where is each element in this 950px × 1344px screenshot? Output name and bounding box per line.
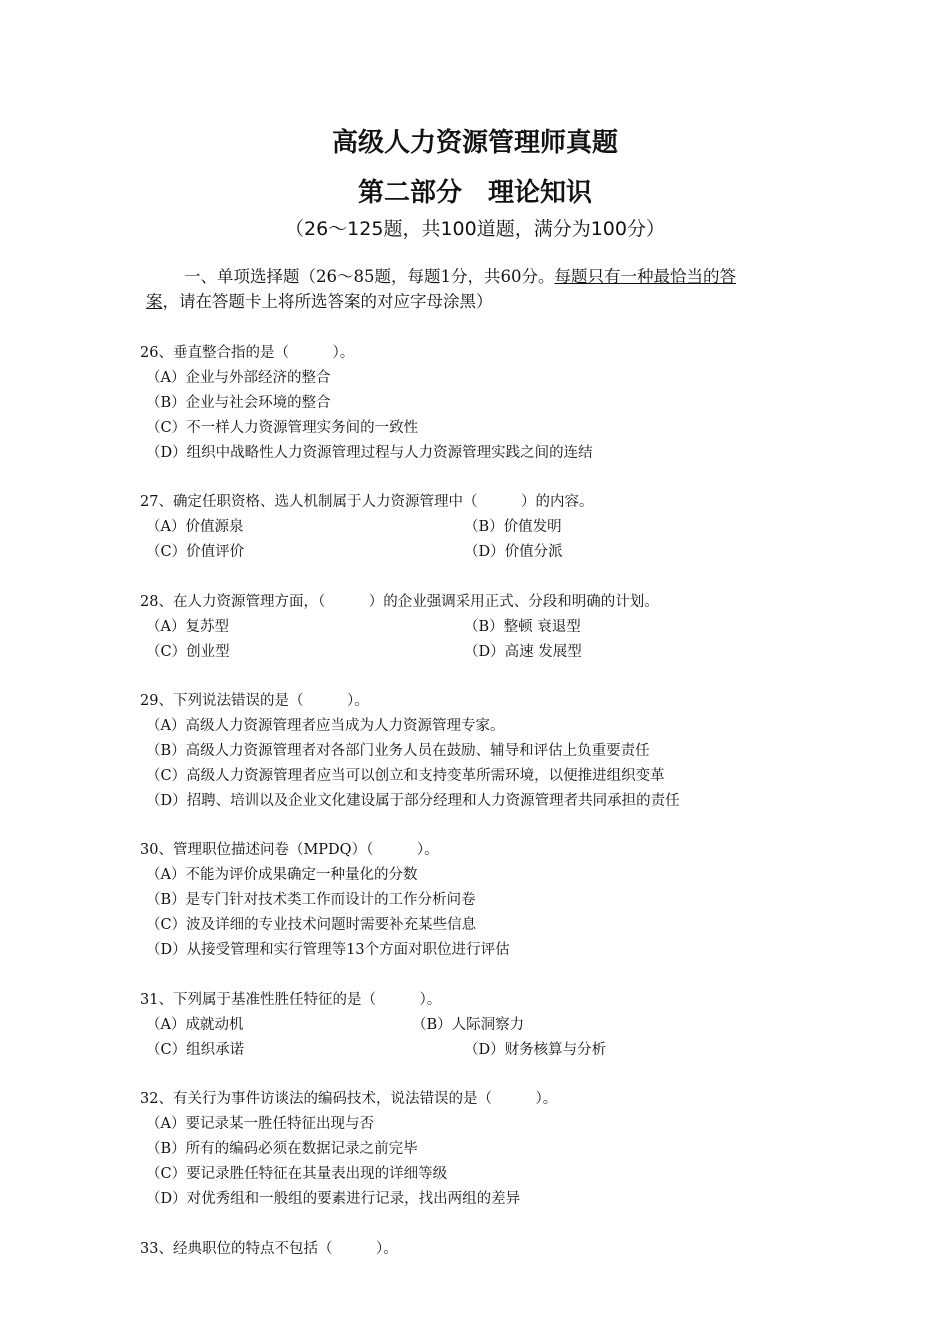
answer-option: （C）高级人力资源管理者应当可以创立和支持变革所需环境，以便推进组织变革 — [146, 768, 665, 784]
instructions-text: ，请在答题卡上将所选答案的对应字母涂黑） — [162, 292, 493, 311]
answer-option: （B）企业与社会环境的整合 — [146, 395, 331, 411]
answer-option: （D）高速 发展型 — [464, 644, 582, 660]
answer-option: （C）组织承诺 — [146, 1042, 245, 1058]
instructions-line-2 — [146, 289, 846, 314]
question-stem: 28、在人力资源管理方面，（ ）的企业强调采用正式、分段和明确的计划。 — [140, 594, 659, 610]
answer-option: （B）是专门针对技术类工作而设计的工作分析问卷 — [146, 892, 476, 908]
instructions-line-1 — [146, 264, 846, 289]
answer-option: （A）要记录某一胜任特征出现与否 — [146, 1116, 374, 1132]
answer-option: （B）所有的编码必须在数据记录之前完毕 — [146, 1141, 418, 1157]
answer-option: （C）要记录胜任特征在其量表出现的详细等级 — [146, 1166, 448, 1182]
answer-option: （A）高级人力资源管理者应当成为人力资源管理专家。 — [146, 718, 505, 734]
answer-option: （A）不能为评价成果确定一种量化的分数 — [146, 867, 418, 883]
instructions-underlined: 案 — [146, 292, 163, 311]
section-heading: 第二部分 理论知识 — [357, 178, 592, 208]
answer-option: （A）成就动机 — [146, 1017, 244, 1033]
answer-option: （C）创业型 — [146, 644, 230, 660]
question-stem: 31、下列属于基准性胜任特征的是（ ）。 — [140, 992, 442, 1008]
answer-option: （D）价值分派 — [464, 544, 563, 560]
question-stem: 33、经典职位的特点不包括（ ）。 — [140, 1241, 398, 1257]
question-stem: 32、有关行为事件访谈法的编码技术，说法错误的是（ ）。 — [140, 1091, 558, 1107]
document-title: 高级人力资源管理师真题 — [331, 128, 618, 158]
answer-option: （B）价值发明 — [464, 519, 562, 535]
answer-option: （B）高级人力资源管理者对各部门业务人员在鼓励、辅导和评估上负重要责任 — [146, 743, 650, 759]
answer-option: （B）人际洞察力 — [412, 1017, 525, 1033]
answer-option: （D）组织中战略性人力资源管理过程与人力资源管理实践之间的连结 — [146, 445, 593, 461]
answer-option: （D）招聘、培训以及企业文化建设属于部分经理和人力资源管理者共同承担的责任 — [146, 793, 680, 809]
answer-option: （C）波及详细的专业技术问题时需要补充某些信息 — [146, 917, 477, 933]
question-stem: 26、垂直整合指的是（ ）。 — [140, 345, 355, 361]
instructions-text: 一、单项选择题（26～85题，每题1分，共60分。 — [184, 267, 555, 286]
answer-option: （A）企业与外部经济的整合 — [146, 370, 331, 386]
answer-option: （C）不一样人力资源管理实务间的一致性 — [146, 420, 419, 436]
question-stem: 29、下列说法错误的是（ ）。 — [140, 693, 369, 709]
answer-option: （D）财务核算与分析 — [464, 1042, 607, 1058]
section-range: （26～125题，共100道题，满分为100分） — [285, 218, 665, 240]
question-stem: 30、管理职位描述问卷（MPDQ）（ ）。 — [140, 842, 439, 858]
answer-option: （D）对优秀组和一般组的要素进行记录，找出两组的差异 — [146, 1191, 521, 1207]
question-stem: 27、确定任职资格、选人机制属于人力资源管理中（ ）的内容。 — [140, 494, 594, 510]
instructions-underlined: 每题只有一种最恰当的答 — [554, 267, 736, 286]
answer-option: （A）价值源泉 — [146, 519, 244, 535]
answer-option: （A）复苏型 — [146, 619, 229, 635]
answer-option: （B）整顿 衰退型 — [464, 619, 581, 635]
answer-option: （C）价值评价 — [146, 544, 245, 560]
answer-option: （D）从接受管理和实行管理等13个方面对职位进行评估 — [146, 942, 510, 958]
